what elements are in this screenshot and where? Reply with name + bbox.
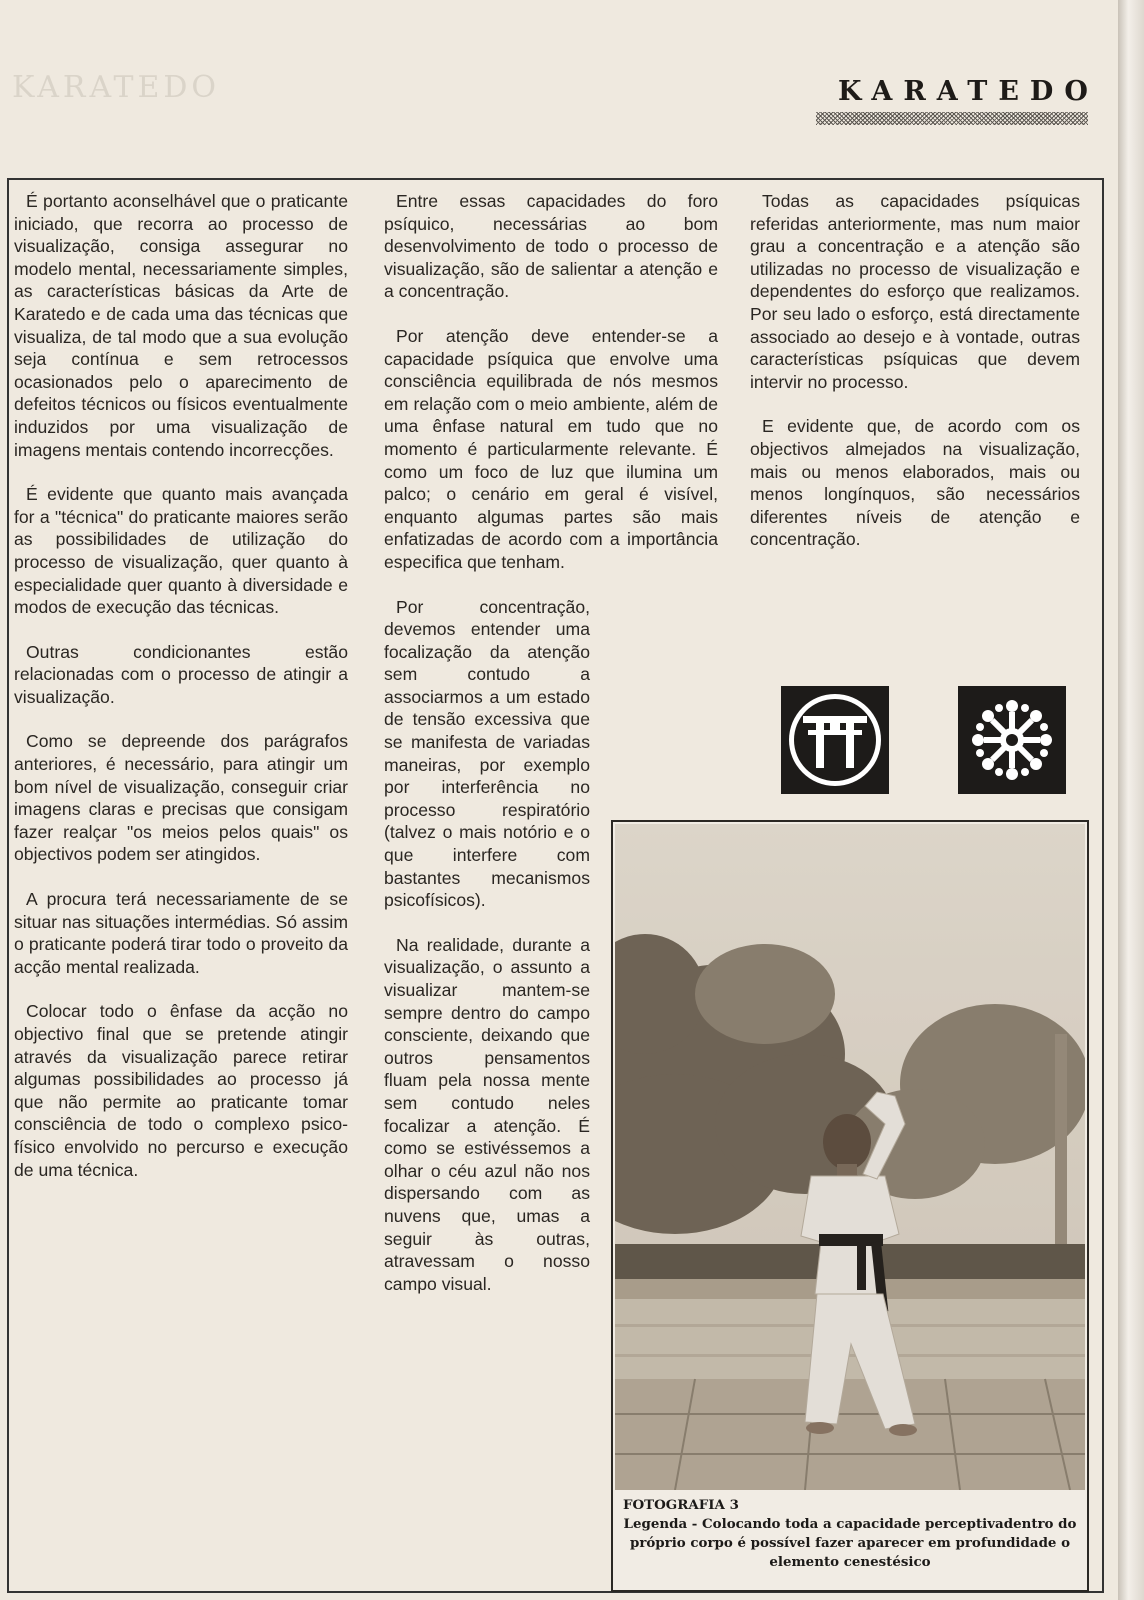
karateka-photo [615,824,1085,1490]
paragraph: Outras condicionantes estão relacionadas com o processo de atingir a visualização. [14,641,348,707]
article-column-3 [750,190,1080,573]
article-column-2 [384,190,718,1317]
article-column-1 [14,190,348,1203]
paragraph: Por concentração, devemos entender uma focalização da atenção sem contudo a associarmos a um estado de tensão excessiva que se manifesta de variadas maneiras, por exemplo por interferência no processo respiratório (talvez o mais notório e o que interfere com bastantes mecanismos psicofísicos). [384,596,590,911]
paragraph: Na realidade, durante a visualização, o assunto a visualizar mantem-se sempre dentro do campo consciente, deixando que outros pensamentos fluam pela nossa mente sem contudo neles focalizar a atenção. É como se estivéssemos a olhar o céu azul não nos dispersando com as nuvens que, umas a seguir às outras, atravessam o nosso campo visual. [384,934,590,1294]
paragraph: Como se depreende dos parágrafos anteriores, é necessário, para atingir um bom nível de visualização, conseguir criar imagens claras e precisas que consigam fazer realçar "os meios pelos quais" os objectivos podem ser atingidos. [14,731,348,865]
paragraph: Todas as capacidades psíquicas referidas anteriormente, mas num maior grau a concentração e a atenção são utilizadas no processo de visualização e dependentes do esforço que realizamos. Por seu lado o esforço, está directamente associado ao desejo e à vontade, outras características psíquicas que devem intervir no processo. [750,191,1080,392]
paragraph: É evidente que quanto mais avançada for a "técnica" do praticante maiores serão as possibilidades de utilização do processo de visualização, quer quanto à especialidade quer quanto à diversidade e modos de execução das técnicas. [14,484,348,618]
paragraph: E evidente que, de acordo com os objectivos almejados na visualização, mais ou menos elaborados, mais ou menos longínquos, são necessários diferentes níveis de atenção e concentração. [750,416,1080,550]
photo-figure [611,820,1089,1592]
page-edge [1118,0,1144,1600]
paragraph: Colocar todo o ênfase da acção no objectivo final que se pretende atingir através da visualização parece retirar algumas possibilidades ao processo já que não permite ao praticante tomar consciência de todo o complexo psico-físico envolvido no percurso e execução de uma técnica. [14,1001,348,1180]
magazine-section-title: KARATEDO [838,76,1099,107]
paragraph: A procura terá necessariamente de se situar nas situações intermédias. Só assim o praticante poderá tirar todo o proveito da acção mental realizada. [14,889,348,977]
wheel-crest-emblem-icon [958,686,1066,794]
caption-text: Legenda - Colocando toda a capacidade perceptivadentro do próprio corpo é possível fazer aparecer em profundidade o elemento cenestésico [623,1516,1077,1570]
photo-label: FOTOGRAFIA 3 [623,1497,739,1513]
paragraph: Por atenção deve entender-se a capacidade psíquica que envolve uma consciência equilibrada de nós mesmos em relação com o meio ambiente, além de uma ênfase natural em tudo que no momento é particularmente relevante. É como um foco de luz que ilumina um palco; o cenário em geral é visível, enquanto algumas partes são mais enfatizadas de acordo com a importância especifica que tenham. [384,325,718,572]
header-hatch-bar [816,112,1088,125]
ghost-show-through-title: KARATEDO [12,70,221,105]
paragraph: Entre essas capacidades do foro psíquico, necessárias ao bom desenvolvimento de todo o processo de visualização, são de salientar a atenção e a concentração. [384,191,718,302]
paragraph: É portanto aconselhável que o praticante iniciado, que recorra ao processo de visualização, consiga assegurar no modelo mental, necessariamente simples, as características básicas da Arte de Karatedo e de cada uma das técnicas que visualiza, de tal modo que a sua evolução seja contínua e sem retrocessos ocasionados pelo o aparecimento de defeitos técnicos ou físicos eventualmente induzidos por uma visualização de imagens mentais contendo incorrecções. [14,191,348,460]
torii-gate-emblem-icon [781,686,889,794]
